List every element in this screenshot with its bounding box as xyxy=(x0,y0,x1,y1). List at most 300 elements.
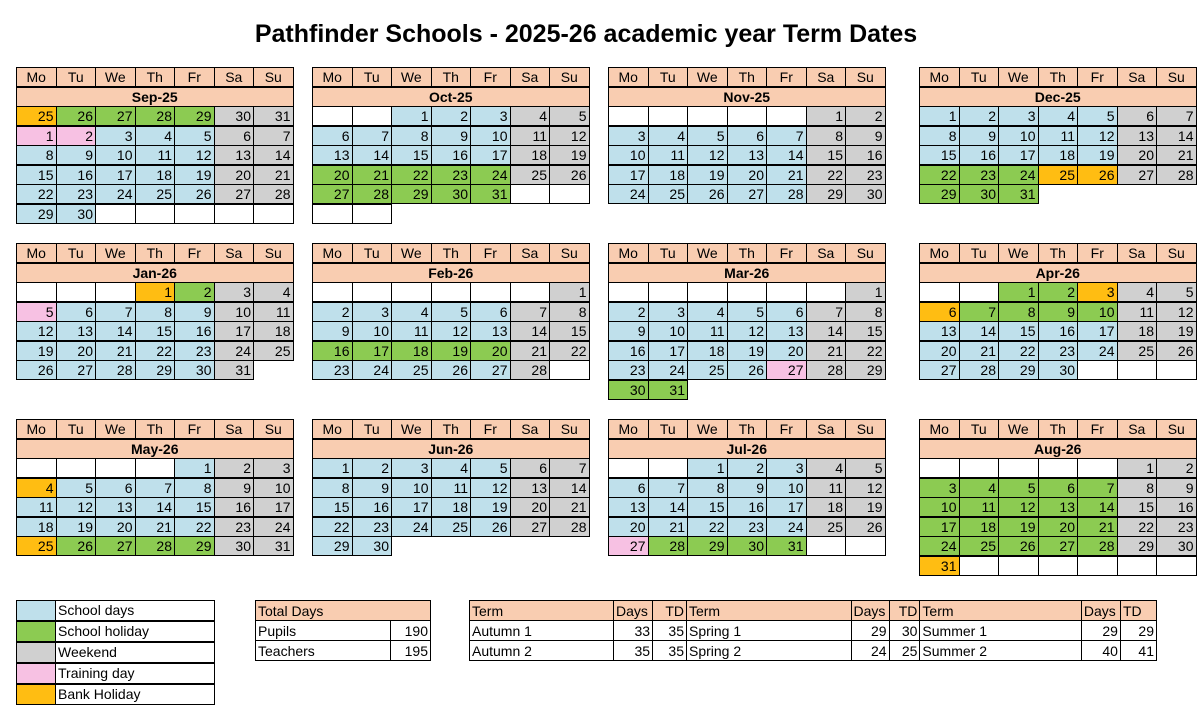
day-cell: 18 xyxy=(959,517,1000,537)
day-cell: 14 xyxy=(135,497,176,517)
day-cell: 10 xyxy=(352,321,393,341)
total-days-value: 195 xyxy=(391,641,431,661)
weekday-header: Su xyxy=(253,243,294,263)
day-cell: 27 xyxy=(1038,536,1079,556)
weekday-header: We xyxy=(687,419,728,439)
month-name: Apr-26 xyxy=(919,263,1197,283)
day-cell: 11 xyxy=(135,145,176,165)
day-cell: 1 xyxy=(312,458,353,478)
legend-item xyxy=(16,663,215,684)
day-cell: 5 xyxy=(56,478,97,498)
weekday-header: Mo xyxy=(312,67,353,87)
day-cell: 28 xyxy=(1156,165,1197,185)
day-cell: 30 xyxy=(1038,360,1079,380)
term-name: Spring 2 xyxy=(686,641,851,661)
day-cell: 17 xyxy=(766,497,807,517)
day-cell: 2 xyxy=(727,458,768,478)
term-header-row xyxy=(470,601,1157,621)
day-cell: 28 xyxy=(95,360,136,380)
day-cell: 20 xyxy=(1038,517,1079,537)
weekday-header: Su xyxy=(845,243,886,263)
empty-day-cell xyxy=(727,106,768,126)
day-cell: 8 xyxy=(391,126,432,146)
weekday-header: We xyxy=(391,419,432,439)
day-cell: 17 xyxy=(1077,321,1118,341)
day-cell: 10 xyxy=(1077,302,1118,322)
weekday-header: Sa xyxy=(806,243,847,263)
day-cell: 11 xyxy=(431,478,472,498)
day-cell: 27 xyxy=(95,536,136,556)
day-cell: 24 xyxy=(253,517,294,537)
day-cell: 11 xyxy=(1038,126,1079,146)
day-cell: 7 xyxy=(253,126,294,146)
day-cell: 6 xyxy=(1038,478,1079,498)
day-cell: 22 xyxy=(806,165,847,185)
day-cell: 20 xyxy=(56,341,97,361)
day-cell: 21 xyxy=(352,165,393,185)
empty-day-cell xyxy=(352,282,393,302)
day-cell: 4 xyxy=(253,282,294,302)
empty-day-cell xyxy=(608,106,649,126)
day-cell: 20 xyxy=(727,165,768,185)
day-cell: 3 xyxy=(1077,282,1118,302)
weekday-header: Tu xyxy=(648,419,689,439)
day-cell: 8 xyxy=(135,302,176,322)
day-cell: 25 xyxy=(135,184,176,204)
month-name: Nov-25 xyxy=(608,87,886,107)
legend-swatch xyxy=(16,684,56,705)
day-cell: 9 xyxy=(845,126,886,146)
weekday-header: Tu xyxy=(56,419,97,439)
day-cell: 15 xyxy=(135,321,176,341)
day-cell: 9 xyxy=(1038,302,1079,322)
day-cell: 17 xyxy=(352,341,393,361)
day-cell: 27 xyxy=(214,184,255,204)
weekday-header: Th xyxy=(431,67,472,87)
weekday-header: Fr xyxy=(470,419,511,439)
total-days-table xyxy=(255,600,431,661)
term-td: 41 xyxy=(1120,641,1156,661)
term-row xyxy=(470,621,1157,641)
day-cell: 12 xyxy=(687,145,728,165)
day-cell: 7 xyxy=(135,478,176,498)
day-cell: 28 xyxy=(352,184,393,204)
term-td: 35 xyxy=(653,641,687,661)
day-cell: 1 xyxy=(687,458,728,478)
day-cell: 28 xyxy=(135,536,176,556)
day-cell: 1 xyxy=(998,282,1039,302)
day-cell: 2 xyxy=(214,458,255,478)
day-cell: 27 xyxy=(766,360,807,380)
term-col-header: Term xyxy=(470,601,614,621)
day-cell: 12 xyxy=(727,321,768,341)
day-cell: 7 xyxy=(648,478,689,498)
days-col-header: Days xyxy=(851,601,889,621)
term-td: 29 xyxy=(1120,621,1156,641)
weekday-header: Th xyxy=(727,243,768,263)
day-cell: 15 xyxy=(806,145,847,165)
day-cell: 6 xyxy=(727,126,768,146)
day-cell: 3 xyxy=(998,106,1039,126)
day-cell: 19 xyxy=(549,145,590,165)
day-cell: 1 xyxy=(174,458,215,478)
day-cell: 4 xyxy=(391,302,432,322)
day-cell: 13 xyxy=(56,321,97,341)
weekday-header: Su xyxy=(549,419,590,439)
day-cell: 29 xyxy=(919,184,960,204)
day-cell: 1 xyxy=(16,126,57,146)
empty-day-cell xyxy=(56,458,97,478)
empty-day-cell xyxy=(56,282,97,302)
legend-swatch xyxy=(16,600,56,621)
day-cell: 6 xyxy=(470,302,511,322)
term-row xyxy=(470,641,1157,661)
day-cell: 8 xyxy=(174,478,215,498)
day-cell: 22 xyxy=(687,517,728,537)
weekday-header: We xyxy=(391,243,432,263)
day-cell: 8 xyxy=(549,302,590,322)
weekday-header: Mo xyxy=(608,419,649,439)
day-cell: 13 xyxy=(510,478,551,498)
day-cell: 14 xyxy=(352,145,393,165)
day-cell: 5 xyxy=(549,106,590,126)
day-cell: 30 xyxy=(352,536,393,556)
day-cell: 5 xyxy=(16,302,57,322)
day-cell: 6 xyxy=(95,478,136,498)
day-cell: 13 xyxy=(95,497,136,517)
empty-day-cell xyxy=(919,458,960,478)
day-cell: 31 xyxy=(253,106,294,126)
empty-day-cell xyxy=(16,458,57,478)
day-cell: 6 xyxy=(766,302,807,322)
legend-label: Bank Holiday xyxy=(55,684,215,705)
day-cell: 22 xyxy=(998,341,1039,361)
weekday-header: Mo xyxy=(919,67,960,87)
day-cell: 20 xyxy=(95,517,136,537)
day-cell: 10 xyxy=(766,478,807,498)
day-cell: 3 xyxy=(470,106,511,126)
day-cell: 1 xyxy=(135,282,176,302)
weekday-header: Sa xyxy=(214,67,255,87)
day-cell: 10 xyxy=(648,321,689,341)
weekday-header: Tu xyxy=(56,67,97,87)
empty-day-cell xyxy=(510,184,551,204)
day-cell: 2 xyxy=(845,106,886,126)
day-cell: 13 xyxy=(727,145,768,165)
day-cell: 12 xyxy=(16,321,57,341)
weekday-header: We xyxy=(687,67,728,87)
weekday-header: We xyxy=(998,243,1039,263)
empty-day-cell xyxy=(1038,556,1079,576)
day-cell: 26 xyxy=(998,536,1039,556)
weekday-header: Sa xyxy=(806,67,847,87)
day-cell: 28 xyxy=(648,536,689,556)
term-days: 33 xyxy=(613,621,652,641)
day-cell: 18 xyxy=(648,165,689,185)
day-cell: 11 xyxy=(510,126,551,146)
empty-day-cell xyxy=(727,282,768,302)
day-cell: 2 xyxy=(959,106,1000,126)
day-cell: 22 xyxy=(16,184,57,204)
day-cell: 15 xyxy=(174,497,215,517)
day-cell: 3 xyxy=(648,302,689,322)
weekday-header: Tu xyxy=(959,67,1000,87)
day-cell: 30 xyxy=(431,184,472,204)
legend-label: Weekend xyxy=(55,642,215,663)
day-cell: 9 xyxy=(214,478,255,498)
day-cell: 20 xyxy=(312,165,353,185)
day-cell: 28 xyxy=(766,184,807,204)
term-name: Autumn 2 xyxy=(470,641,614,661)
weekday-header: Sa xyxy=(1117,419,1158,439)
day-cell: 23 xyxy=(312,360,353,380)
day-cell: 2 xyxy=(352,458,393,478)
day-cell: 1 xyxy=(806,106,847,126)
day-cell: 9 xyxy=(352,478,393,498)
legend-swatch xyxy=(16,621,56,642)
day-cell: 10 xyxy=(253,478,294,498)
day-cell: 18 xyxy=(431,497,472,517)
day-cell: 31 xyxy=(648,380,689,400)
day-cell: 25 xyxy=(687,360,728,380)
day-cell: 3 xyxy=(766,458,807,478)
day-cell: 9 xyxy=(312,321,353,341)
empty-day-cell xyxy=(845,536,886,556)
day-cell: 14 xyxy=(253,145,294,165)
day-cell: 14 xyxy=(1156,126,1197,146)
day-cell: 1 xyxy=(1117,458,1158,478)
day-cell: 8 xyxy=(845,302,886,322)
day-cell: 29 xyxy=(312,536,353,556)
day-cell: 21 xyxy=(766,165,807,185)
day-cell: 20 xyxy=(214,165,255,185)
weekday-header: Fr xyxy=(174,419,215,439)
day-cell: 21 xyxy=(1156,145,1197,165)
day-cell: 23 xyxy=(56,184,97,204)
day-cell: 25 xyxy=(1038,165,1079,185)
empty-day-cell xyxy=(312,204,353,224)
day-cell: 29 xyxy=(998,360,1039,380)
day-cell: 6 xyxy=(56,302,97,322)
weekday-header: Mo xyxy=(312,243,353,263)
weekday-header: Fr xyxy=(766,67,807,87)
empty-day-cell xyxy=(1077,360,1118,380)
empty-day-cell xyxy=(135,458,176,478)
day-cell: 16 xyxy=(608,341,649,361)
day-cell: 23 xyxy=(431,165,472,185)
weekday-header: We xyxy=(95,243,136,263)
day-cell: 22 xyxy=(845,341,886,361)
day-cell: 9 xyxy=(727,478,768,498)
day-cell: 8 xyxy=(998,302,1039,322)
empty-day-cell xyxy=(806,282,847,302)
day-cell: 12 xyxy=(1077,126,1118,146)
day-cell: 3 xyxy=(391,458,432,478)
month-name: Aug-26 xyxy=(919,439,1197,459)
day-cell: 29 xyxy=(391,184,432,204)
empty-day-cell xyxy=(959,282,1000,302)
day-cell: 24 xyxy=(1077,341,1118,361)
day-cell: 25 xyxy=(391,360,432,380)
term-days: 24 xyxy=(851,641,889,661)
day-cell: 13 xyxy=(919,321,960,341)
day-cell: 19 xyxy=(1156,321,1197,341)
month-name: Jul-26 xyxy=(608,439,886,459)
term-name: Autumn 1 xyxy=(470,621,614,641)
day-cell: 30 xyxy=(174,360,215,380)
day-cell: 3 xyxy=(352,302,393,322)
term-days: 29 xyxy=(1081,621,1120,641)
legend-item xyxy=(16,621,215,642)
day-cell: 5 xyxy=(998,478,1039,498)
day-cell: 17 xyxy=(214,321,255,341)
day-cell: 27 xyxy=(56,360,97,380)
day-cell: 11 xyxy=(959,497,1000,517)
day-cell: 26 xyxy=(549,165,590,185)
day-cell: 28 xyxy=(1077,536,1118,556)
total-days-value: 190 xyxy=(391,621,431,641)
day-cell: 24 xyxy=(352,360,393,380)
day-cell: 30 xyxy=(214,536,255,556)
day-cell: 4 xyxy=(431,458,472,478)
weekday-header: Sa xyxy=(1117,67,1158,87)
empty-day-cell xyxy=(391,282,432,302)
day-cell: 30 xyxy=(727,536,768,556)
day-cell: 23 xyxy=(174,341,215,361)
day-cell: 16 xyxy=(1156,497,1197,517)
day-cell: 24 xyxy=(766,517,807,537)
day-cell: 21 xyxy=(253,165,294,185)
weekday-header: Sa xyxy=(806,419,847,439)
day-cell: 27 xyxy=(608,536,649,556)
day-cell: 4 xyxy=(510,106,551,126)
day-cell: 21 xyxy=(549,497,590,517)
weekday-header: Mo xyxy=(16,67,57,87)
day-cell: 27 xyxy=(727,184,768,204)
day-cell: 2 xyxy=(608,302,649,322)
weekday-header: Th xyxy=(727,67,768,87)
term-name: Summer 1 xyxy=(920,621,1081,641)
day-cell: 13 xyxy=(608,497,649,517)
day-cell: 26 xyxy=(1156,341,1197,361)
day-cell: 6 xyxy=(1117,106,1158,126)
empty-day-cell xyxy=(16,282,57,302)
weekday-header: Sa xyxy=(510,419,551,439)
day-cell: 12 xyxy=(431,321,472,341)
legend-label: Training day xyxy=(55,663,215,684)
day-cell: 26 xyxy=(56,536,97,556)
weekday-header: Th xyxy=(431,419,472,439)
day-cell: 20 xyxy=(919,341,960,361)
empty-day-cell xyxy=(352,204,393,224)
weekday-header: Tu xyxy=(352,419,393,439)
day-cell: 31 xyxy=(470,184,511,204)
day-cell: 12 xyxy=(56,497,97,517)
empty-day-cell xyxy=(253,204,294,224)
day-cell: 4 xyxy=(959,478,1000,498)
day-cell: 21 xyxy=(510,341,551,361)
day-cell: 12 xyxy=(1156,302,1197,322)
weekday-header: Fr xyxy=(1077,67,1118,87)
weekday-header: Mo xyxy=(608,67,649,87)
empty-day-cell xyxy=(470,282,511,302)
weekday-header: Mo xyxy=(312,419,353,439)
day-cell: 27 xyxy=(1117,165,1158,185)
day-cell: 2 xyxy=(431,106,472,126)
weekday-header: Tu xyxy=(648,67,689,87)
day-cell: 14 xyxy=(1077,497,1118,517)
weekday-header: Th xyxy=(135,243,176,263)
day-cell: 6 xyxy=(608,478,649,498)
day-cell: 10 xyxy=(391,478,432,498)
day-cell: 29 xyxy=(135,360,176,380)
day-cell: 10 xyxy=(470,126,511,146)
day-cell: 25 xyxy=(16,536,57,556)
day-cell: 7 xyxy=(959,302,1000,322)
day-cell: 5 xyxy=(1077,106,1118,126)
day-cell: 14 xyxy=(510,321,551,341)
weekday-header: Mo xyxy=(919,243,960,263)
day-cell: 21 xyxy=(1077,517,1118,537)
month-name: Dec-25 xyxy=(919,87,1197,107)
weekday-header: We xyxy=(95,67,136,87)
weekday-header: Su xyxy=(253,67,294,87)
day-cell: 30 xyxy=(214,106,255,126)
day-cell: 15 xyxy=(998,321,1039,341)
day-cell: 24 xyxy=(648,360,689,380)
legend xyxy=(16,600,215,705)
legend-item xyxy=(16,684,215,705)
day-cell: 23 xyxy=(1038,341,1079,361)
empty-day-cell xyxy=(648,458,689,478)
day-cell: 19 xyxy=(845,497,886,517)
day-cell: 7 xyxy=(549,458,590,478)
day-cell: 26 xyxy=(727,360,768,380)
day-cell: 5 xyxy=(174,126,215,146)
day-cell: 24 xyxy=(95,184,136,204)
total-days-row xyxy=(256,621,431,641)
weekday-header: We xyxy=(687,243,728,263)
day-cell: 19 xyxy=(470,497,511,517)
day-cell: 18 xyxy=(1117,321,1158,341)
day-cell: 26 xyxy=(431,360,472,380)
day-cell: 24 xyxy=(391,517,432,537)
day-cell: 31 xyxy=(998,184,1039,204)
day-cell: 21 xyxy=(95,341,136,361)
day-cell: 16 xyxy=(214,497,255,517)
day-cell: 1 xyxy=(919,106,960,126)
day-cell: 23 xyxy=(845,165,886,185)
day-cell: 8 xyxy=(312,478,353,498)
weekday-header: Fr xyxy=(174,67,215,87)
term-col-header: Term xyxy=(920,601,1081,621)
day-cell: 19 xyxy=(1077,145,1118,165)
day-cell: 15 xyxy=(687,497,728,517)
empty-day-cell xyxy=(687,106,728,126)
weekday-header: Sa xyxy=(510,67,551,87)
day-cell: 24 xyxy=(998,165,1039,185)
month-name: Sep-25 xyxy=(16,87,294,107)
day-cell: 9 xyxy=(959,126,1000,146)
day-cell: 20 xyxy=(766,341,807,361)
legend-label: School days xyxy=(55,600,215,621)
empty-day-cell xyxy=(959,458,1000,478)
day-cell: 17 xyxy=(391,497,432,517)
day-cell: 19 xyxy=(687,165,728,185)
day-cell: 2 xyxy=(56,126,97,146)
day-cell: 20 xyxy=(608,517,649,537)
day-cell: 23 xyxy=(352,517,393,537)
